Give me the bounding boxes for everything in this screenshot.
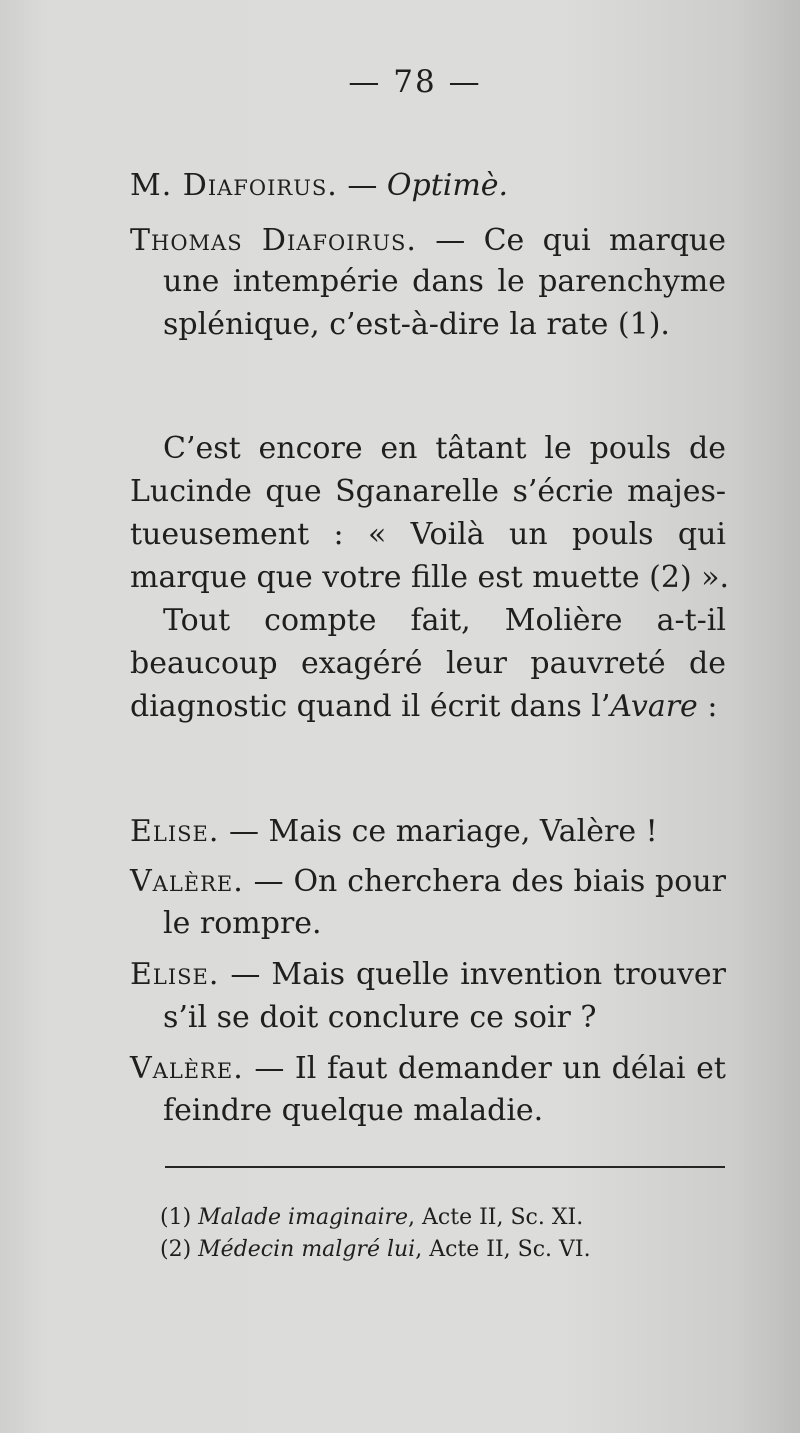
- spoken-text: — Mais quelle invention trouver: [219, 957, 726, 992]
- dialogue-line: le rompre.: [163, 906, 322, 941]
- page-number: — 78 —: [348, 64, 482, 100]
- dialogue-line: [130, 814, 726, 850]
- speaker-name: Valère.: [130, 864, 244, 899]
- spoken-text: Optimè.: [386, 168, 509, 203]
- paragraph-line: Lucinde que Sganarelle s’écrie majes-: [130, 474, 726, 509]
- speaker-name: M. Diafoirus.: [130, 168, 338, 203]
- speaker-name: Valère.: [130, 1051, 244, 1086]
- dialogue-line: splénique, c’est-à-dire la rate (1).: [163, 307, 670, 342]
- spoken-text: — Ce qui marque: [416, 223, 726, 258]
- dialogue-line: [130, 957, 726, 993]
- dialogue-line: [130, 223, 726, 259]
- paragraph-line: beaucoup exagéré leur pauvreté de: [130, 646, 726, 681]
- paragraph-line: tueusement : « Voilà un pouls qui: [130, 517, 726, 552]
- work-title: Avare: [610, 689, 698, 724]
- footnote-title: Médecin malgré lui: [198, 1237, 416, 1262]
- paragraph-line: marque que votre fille est muette (2) ».: [130, 560, 730, 595]
- paragraph-line: Tout compte fait, Molière a-t-il: [163, 603, 726, 638]
- speaker-name: Thomas Diafoirus.: [130, 223, 417, 258]
- footnote-separator: [165, 1166, 725, 1168]
- dialogue-line: M. Diafoirus. — Optimè.: [130, 168, 509, 203]
- dialogue-line: s’il se doit conclure ce soir ?: [163, 1000, 597, 1035]
- spoken-text: — Mais ce mariage, Valère !: [219, 814, 658, 849]
- dialogue-line: [130, 1051, 726, 1087]
- speaker-name: Elise.: [130, 814, 220, 849]
- footnote: (2) Médecin malgré lui, Acte II, Sc. VI.: [160, 1237, 591, 1262]
- footnote: (1) Malade imaginaire, Acte II, Sc. XI.: [160, 1205, 584, 1230]
- paragraph-line: diagnostic quand il écrit dans l’Avare :: [130, 689, 718, 724]
- footnote-title: Malade imaginaire: [198, 1205, 409, 1230]
- spoken-text: — On cherchera des biais pour: [243, 864, 726, 899]
- dialogue-line: feindre quelque maladie.: [163, 1093, 544, 1128]
- dialogue-line: une intempérie dans le parenchyme: [163, 264, 726, 299]
- speaker-name: Elise.: [130, 957, 220, 992]
- paragraph-line: C’est encore en tâtant le pouls de: [163, 431, 726, 466]
- spoken-text: — Il faut demander un délai et: [243, 1051, 726, 1086]
- dialogue-line: [130, 864, 726, 900]
